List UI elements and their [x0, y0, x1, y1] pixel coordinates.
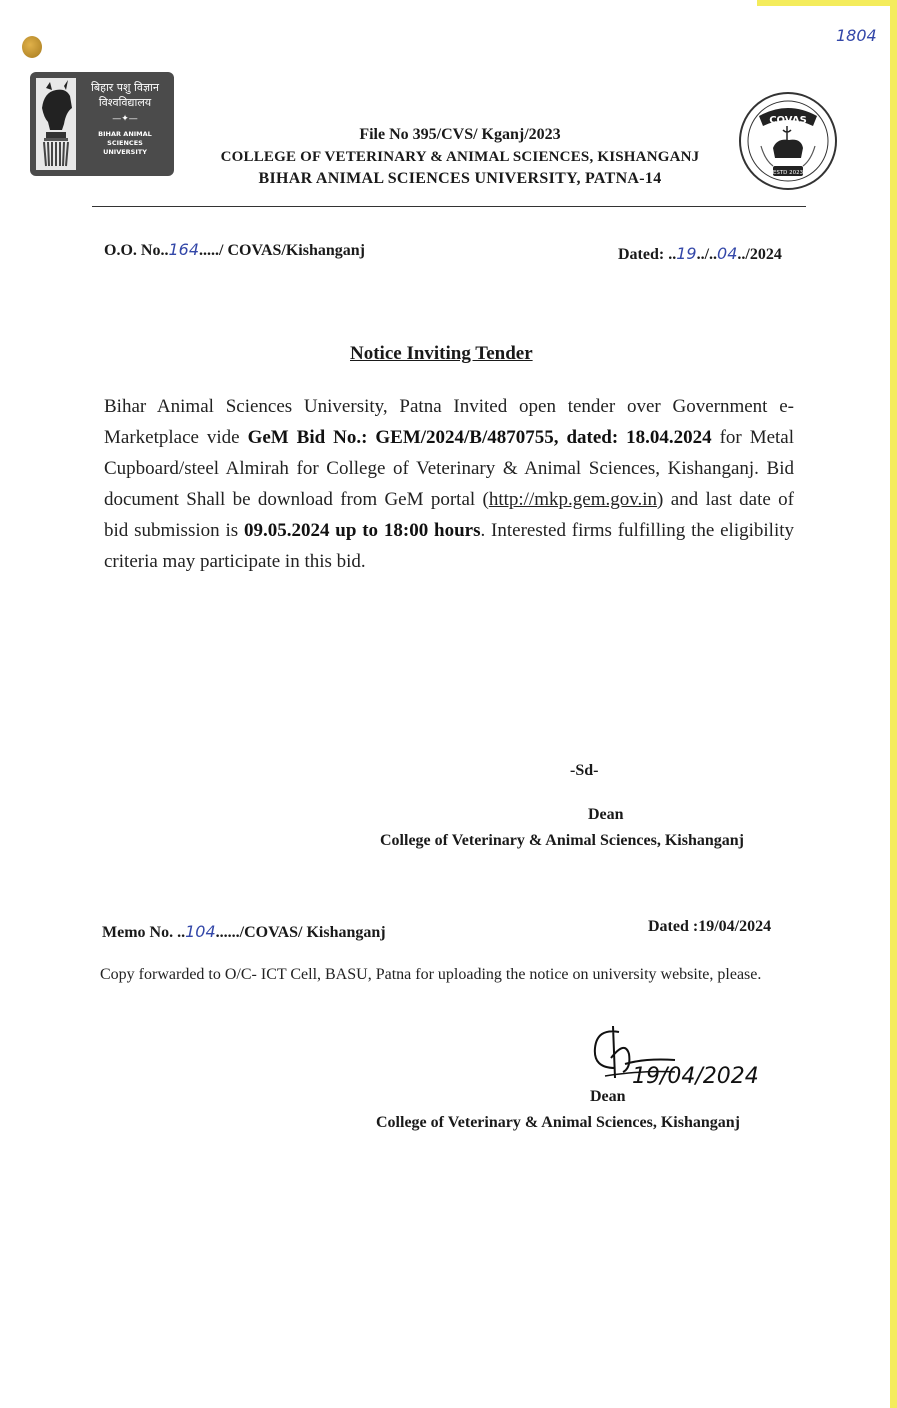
oo-number-handwritten: 164: [168, 240, 199, 259]
cow-emblem-icon: [36, 78, 76, 170]
date-year: ../2024: [737, 246, 782, 263]
gem-portal-link[interactable]: http://mkp.gem.gov.in: [488, 489, 658, 510]
memo-suffix: ....../COVAS/ Kishanganj: [215, 924, 386, 941]
bid-reference: GeM Bid No.: GEM/2024/B/4870755, dated: 18.04.2024: [247, 427, 712, 448]
sd-mark: -Sd-: [570, 762, 599, 779]
header-divider: [92, 206, 806, 207]
date-day-handwritten: 19: [676, 244, 697, 263]
covas-seal-icon: [737, 86, 839, 196]
office-order-number: [104, 240, 365, 260]
page-top-highlight: [757, 0, 897, 6]
logo-divider: —✦—: [112, 114, 138, 124]
university-name: BIHAR ANIMAL SCIENCES UNIVERSITY, PATNA-14: [258, 170, 662, 187]
body-part4: . Interested firms fulfilling the eligibility criteria may participate in this bid.: [104, 520, 794, 572]
oo-suffix: ...../ COVAS/Kishanganj: [199, 242, 365, 259]
letterhead: [180, 124, 740, 190]
file-number: File No 395/CVS/ Kganj/2023: [359, 126, 561, 143]
page-number-handwritten: 1804: [836, 26, 877, 45]
body-part3: ) and last date of bid submission is: [104, 489, 794, 541]
logo-text: [80, 80, 170, 157]
memo-number-handwritten: 104: [185, 922, 216, 941]
order-date: [618, 244, 782, 264]
signatory-college-2: College of Veterinary & Animal Sciences, Kishanganj: [376, 1114, 740, 1131]
ink-smudge: [22, 36, 42, 58]
memo-number: [102, 922, 386, 942]
memo-prefix: Memo No. ..: [102, 924, 186, 941]
signatory-designation-2: Dean: [590, 1088, 626, 1105]
copy-forwarded-note: Copy forwarded to O/C- ICT Cell, BASU, Patna for uploading the notice on university website, please.: [100, 966, 762, 983]
logo-hindi-line1: बिहार पशु विज्ञान: [90, 81, 159, 94]
signature-date-handwritten: 19/04/2024: [632, 1064, 759, 1089]
oo-prefix: O.O. No..: [104, 242, 169, 259]
date-sep: ../..: [696, 246, 718, 263]
body-part1: Bihar Animal Sciences University, Patna Invited open tender over Government e-Marketplace vide: [104, 396, 794, 448]
page-edge-highlight: [890, 0, 897, 1408]
notice-title: Notice Inviting Tender: [350, 343, 533, 364]
memo-date: Dated :19/04/2024: [648, 918, 772, 935]
logo-hindi-line2: विश्वविद्यालय: [98, 96, 152, 109]
date-month-handwritten: 04: [717, 244, 738, 263]
college-name: COLLEGE OF VETERINARY & ANIMAL SCIENCES, KISHANGANJ: [220, 149, 700, 165]
logo-english-line2: UNIVERSITY: [103, 148, 147, 156]
bid-deadline: 09.05.2024 up to 18:00 hours: [243, 520, 481, 541]
logo-english-line1: BIHAR ANIMAL SCIENCES: [98, 130, 152, 147]
seal-year: ESTD 2023: [772, 170, 804, 176]
university-logo: [30, 72, 174, 176]
body-part2: for Metal Cupboard/steel Almirah for College of Veterinary & Animal Sciences, Kishanganj. Bid document Shall be download from GeM portal (: [104, 427, 795, 510]
signatory-college: College of Veterinary & Animal Sciences, Kishanganj: [380, 832, 744, 849]
seal-text: COVAS: [769, 115, 807, 126]
notice-body: [104, 391, 794, 577]
dated-label: Dated: ..: [618, 246, 677, 263]
signatory-designation: Dean: [588, 806, 624, 823]
